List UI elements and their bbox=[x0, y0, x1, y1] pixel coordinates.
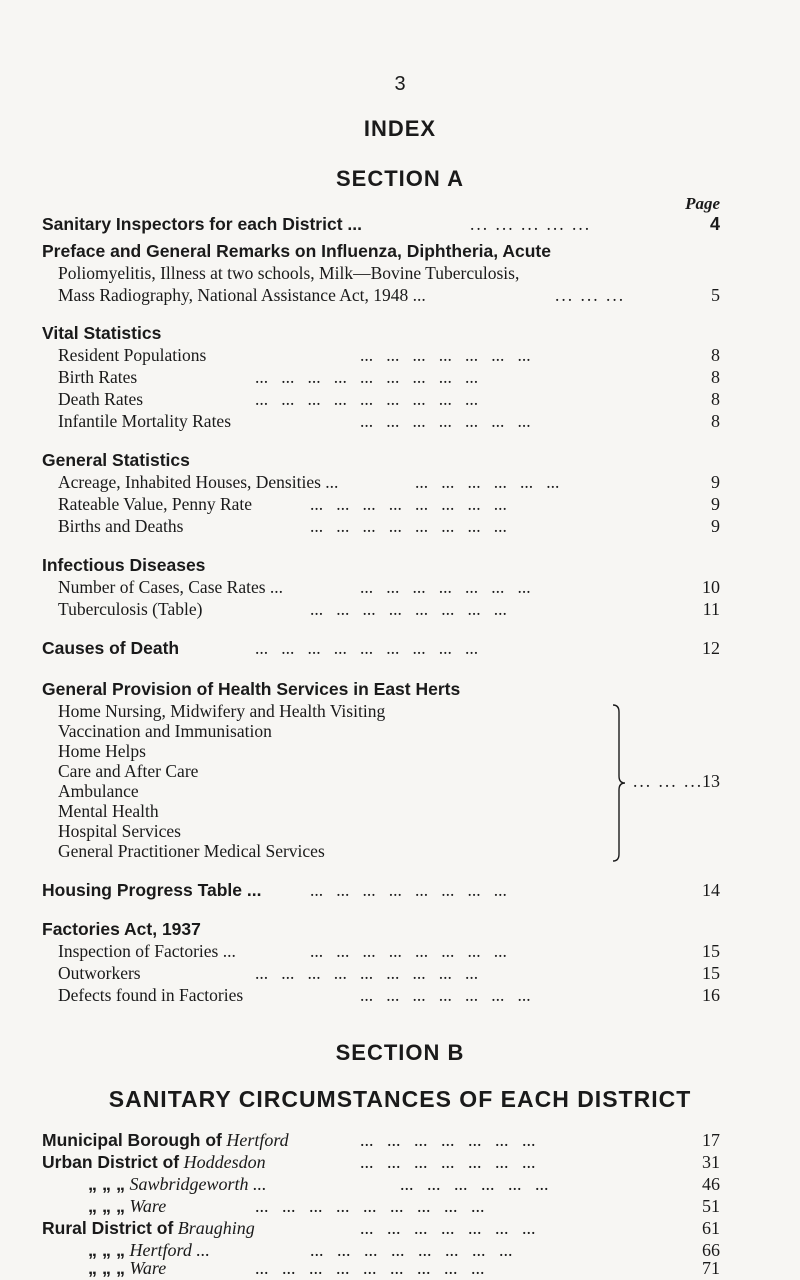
entry-text: Ambulance bbox=[58, 781, 139, 801]
entry-text: Sanitary Inspectors for each District ... bbox=[42, 214, 362, 234]
entry-text-line: Mass Radiography, National Assistance Act, 1948 ... bbox=[58, 285, 426, 305]
district-entry bbox=[0, 1194, 800, 1218]
district-page: 71 bbox=[702, 1258, 720, 1278]
entry-text: Vaccination and Immunisation bbox=[58, 721, 272, 741]
district-name: Hoddesdon bbox=[183, 1152, 266, 1172]
leader-dots: ... ... ... ... ... ... ... ... bbox=[310, 494, 507, 514]
entry-page: 8 bbox=[711, 345, 720, 365]
list-item bbox=[0, 700, 800, 722]
factories-act-heading: Factories Act, 1937 bbox=[42, 919, 201, 939]
entry-page: 13 bbox=[702, 771, 720, 791]
leader-dots: ... ... ... ... ... ... ... ... ... bbox=[255, 638, 479, 658]
group-heading bbox=[0, 554, 800, 576]
leader-dots: ... ... ... ... ... ... ... bbox=[360, 411, 531, 431]
entry-page: 14 bbox=[702, 880, 720, 900]
index-entry-cont bbox=[0, 284, 800, 306]
entry-page: 11 bbox=[702, 599, 720, 619]
district-name: Sawbridgeworth ... bbox=[129, 1174, 267, 1194]
entry-text: Birth Rates bbox=[58, 367, 138, 387]
district-prefix: Municipal Borough of bbox=[42, 1130, 222, 1150]
ditto-marks: „ „ „ bbox=[88, 1240, 126, 1260]
leader-dots: ... ... ... bbox=[633, 771, 704, 791]
entry-text: Births and Deaths bbox=[58, 516, 184, 536]
list-item bbox=[0, 840, 800, 862]
district-entry bbox=[0, 1128, 800, 1152]
index-entry bbox=[0, 637, 800, 659]
entry-page: 8 bbox=[711, 411, 720, 431]
district-name: Hertford ... bbox=[129, 1240, 210, 1260]
index-entry bbox=[0, 962, 800, 984]
entry-page: 9 bbox=[711, 472, 720, 492]
index-entry bbox=[0, 576, 800, 598]
district-page: 51 bbox=[702, 1196, 720, 1216]
index-entry bbox=[0, 940, 800, 962]
group-heading bbox=[0, 322, 800, 344]
entry-page: 8 bbox=[711, 367, 720, 387]
entry-text: Home Helps bbox=[58, 741, 146, 761]
leader-dots: ... ... ... ... ... ... ... ... ... bbox=[255, 1196, 485, 1216]
entry-text: Mental Health bbox=[58, 801, 159, 821]
entry-text: Resident Populations bbox=[58, 345, 207, 365]
index-entry bbox=[0, 879, 800, 901]
leader-dots: ... ... ... ... ... ... ... bbox=[360, 1130, 536, 1150]
entry-text: Care and After Care bbox=[58, 761, 199, 781]
group-page-row bbox=[0, 770, 800, 792]
entry-page: 4 bbox=[709, 214, 720, 234]
district-page: 46 bbox=[702, 1174, 720, 1194]
index-entry-cont bbox=[0, 262, 800, 284]
index-entry bbox=[0, 493, 800, 515]
entry-page: 16 bbox=[702, 985, 720, 1005]
entry-text: Acreage, Inhabited Houses, Densities ... bbox=[58, 472, 339, 492]
section-b-subheading: SANITARY CIRCUMSTANCES OF EACH DISTRICT bbox=[108, 1086, 692, 1112]
leader-dots: ... ... ... ... ... ... bbox=[415, 472, 560, 492]
entry-page: 10 bbox=[702, 577, 720, 597]
infectious-diseases-heading: Infectious Diseases bbox=[42, 555, 206, 575]
page-column-label: Page bbox=[685, 194, 720, 213]
entry-text: Infantile Mortality Rates bbox=[58, 411, 232, 431]
entry-page: 9 bbox=[711, 516, 720, 536]
district-prefix: Urban District of bbox=[42, 1152, 180, 1172]
vital-statistics-heading: Vital Statistics bbox=[42, 323, 162, 343]
district-entry bbox=[0, 1216, 800, 1240]
index-entry bbox=[0, 388, 800, 410]
causes-of-death-heading: Causes of Death bbox=[42, 638, 180, 658]
index-entry bbox=[0, 240, 800, 262]
section-a-heading: SECTION A bbox=[336, 166, 464, 191]
page-number: 3 bbox=[394, 73, 406, 95]
district-page: 17 bbox=[702, 1130, 720, 1150]
entry-page: 5 bbox=[711, 285, 720, 305]
leader-dots: ... ... ... ... ... ... ... ... ... bbox=[255, 367, 479, 387]
leader-dots: ... ... ... ... ... ... ... ... bbox=[310, 880, 507, 900]
entry-text: Inspection of Factories ... bbox=[58, 941, 236, 961]
entry-page: 9 bbox=[711, 494, 720, 514]
list-item bbox=[0, 800, 800, 822]
leader-dots: ... ... ... ... ... ... bbox=[400, 1174, 549, 1194]
ditto-marks: „ „ „ bbox=[88, 1196, 126, 1216]
leader-dots: ... ... ... bbox=[555, 285, 626, 305]
entry-text: Death Rates bbox=[58, 389, 144, 409]
entry-text: Tuberculosis (Table) bbox=[58, 599, 203, 619]
entry-text: Hospital Services bbox=[58, 821, 181, 841]
district-name: Hertford bbox=[226, 1130, 289, 1150]
index-entry bbox=[0, 515, 800, 537]
district-name: Braughing bbox=[177, 1218, 255, 1238]
index-entry bbox=[0, 410, 800, 432]
index-entry bbox=[0, 344, 800, 366]
entry-page: 12 bbox=[702, 638, 720, 658]
district-entry bbox=[0, 1256, 800, 1280]
leader-dots: ... ... ... ... ... ... ... ... ... bbox=[255, 1258, 485, 1278]
leader-dots: ... ... ... ... ... ... ... ... bbox=[310, 941, 507, 961]
index-entry bbox=[0, 213, 800, 235]
entry-page: 8 bbox=[711, 389, 720, 409]
leader-dots: ... ... ... ... ... ... ... bbox=[360, 1218, 536, 1238]
general-provision-heading: General Provision of Health Services in East Herts bbox=[42, 679, 461, 699]
leader-dots: ... ... ... ... ... ... ... bbox=[360, 985, 531, 1005]
leader-dots: ... ... ... ... ... ... ... ... ... bbox=[255, 389, 479, 409]
leader-dots: ... ... ... ... ... ... ... bbox=[360, 345, 531, 365]
index-entry bbox=[0, 366, 800, 388]
ditto-marks: „ „ „ bbox=[88, 1258, 126, 1278]
district-entry bbox=[0, 1150, 800, 1174]
leader-dots: ... ... ... ... ... bbox=[470, 214, 592, 234]
district-page: 66 bbox=[702, 1240, 720, 1260]
ditto-marks: „ „ „ bbox=[88, 1174, 126, 1194]
list-item bbox=[0, 740, 800, 762]
leader-dots: ... ... ... ... ... ... ... bbox=[360, 577, 531, 597]
leader-dots: ... ... ... ... ... ... ... ... bbox=[310, 516, 507, 536]
leader-dots: ... ... ... ... ... ... ... ... bbox=[310, 1240, 513, 1260]
section-b-heading: SECTION B bbox=[335, 1040, 465, 1065]
district-page: 31 bbox=[702, 1152, 720, 1172]
district-name: Ware bbox=[129, 1196, 167, 1216]
district-entry bbox=[0, 1172, 800, 1196]
district-prefix: Rural District of bbox=[42, 1218, 174, 1238]
index-entry bbox=[0, 984, 800, 1006]
group-heading bbox=[0, 678, 800, 700]
leader-dots: ... ... ... ... ... ... ... ... bbox=[310, 599, 507, 619]
entry-text: Defects found in Factories bbox=[58, 985, 244, 1005]
leader-dots: ... ... ... ... ... ... ... bbox=[360, 1152, 536, 1172]
list-item bbox=[0, 720, 800, 742]
entry-page: 15 bbox=[702, 963, 720, 983]
index-entry bbox=[0, 598, 800, 620]
list-item bbox=[0, 820, 800, 842]
leader-dots: ... ... ... ... ... ... ... ... ... bbox=[255, 963, 479, 983]
entry-text: Home Nursing, Midwifery and Health Visiting bbox=[58, 701, 386, 721]
housing-heading: Housing Progress Table ... bbox=[42, 880, 262, 900]
group-heading bbox=[0, 918, 800, 940]
entry-text: Rateable Value, Penny Rate bbox=[58, 494, 253, 514]
index-entry bbox=[0, 471, 800, 493]
entry-text-line: Poliomyelitis, Illness at two schools, Milk—Bovine Tuberculosis, bbox=[58, 263, 520, 283]
district-name: Ware bbox=[129, 1258, 167, 1278]
district-page: 61 bbox=[702, 1218, 720, 1238]
entry-text: Outworkers bbox=[58, 963, 141, 983]
entry-text-line: Preface and General Remarks on Influenza, Diphtheria, Acute bbox=[42, 241, 551, 261]
entry-text: General Practitioner Medical Services bbox=[58, 841, 325, 861]
entry-page: 15 bbox=[702, 941, 720, 961]
entry-text: Number of Cases, Case Rates ... bbox=[58, 577, 284, 597]
group-heading bbox=[0, 449, 800, 471]
general-statistics-heading: General Statistics bbox=[42, 450, 190, 470]
index-title: INDEX bbox=[363, 116, 437, 141]
